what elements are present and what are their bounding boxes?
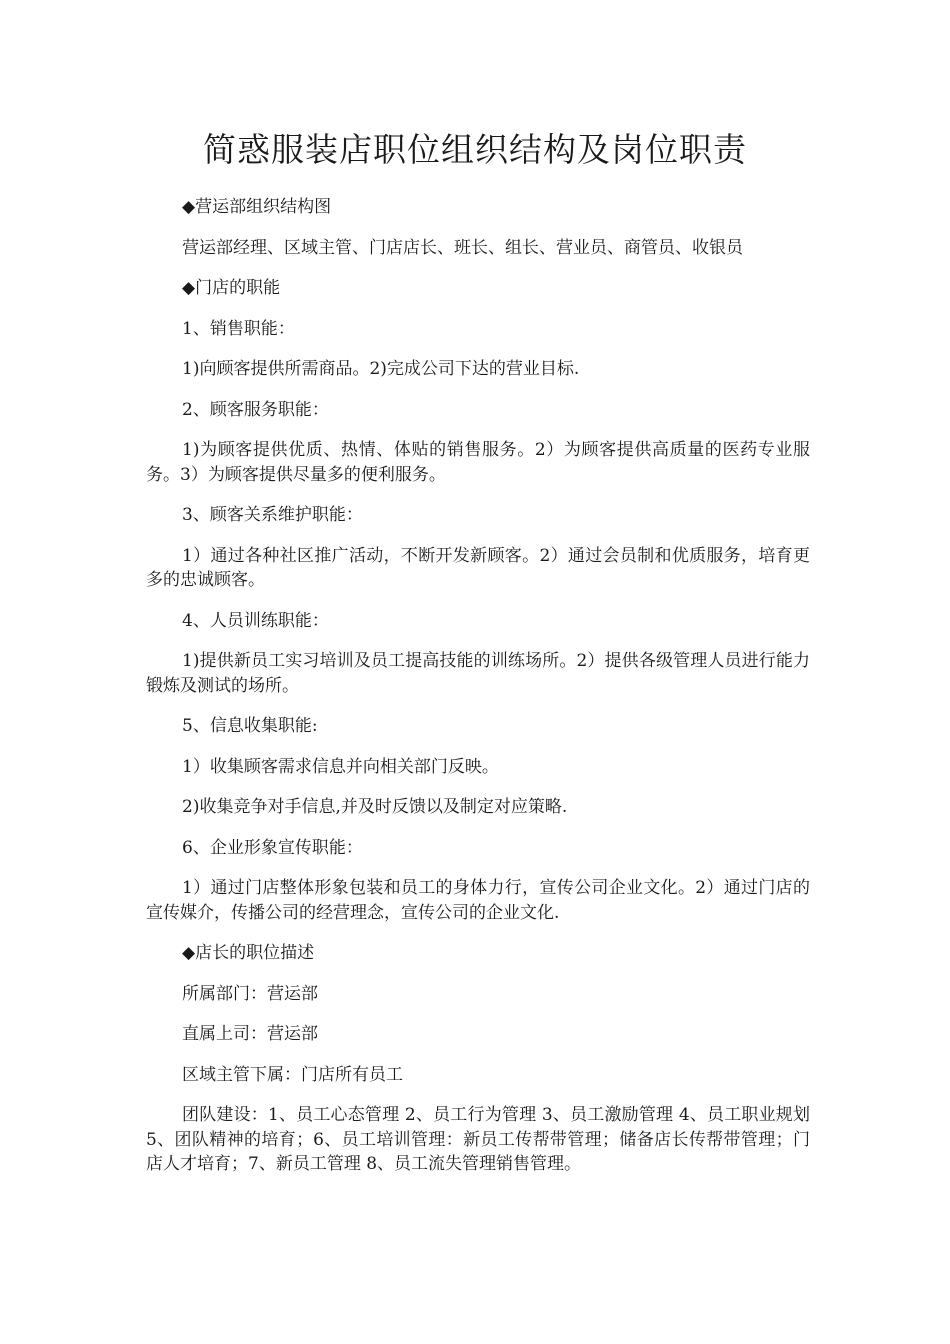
manager-supervisor: 直属上司：营运部 [182, 1024, 318, 1044]
function-training-heading: 4、人员训练职能： [182, 610, 329, 631]
section-heading-org-chart: ◆营运部组织结构图 [182, 197, 332, 217]
function-relations-heading: 3、顾客关系维护职能： [182, 505, 363, 525]
function-image-heading: 6、企业形象宣传职能： [182, 837, 363, 858]
manager-department: 所属部门：营运部 [182, 983, 318, 1004]
function-info-heading: 5、信息收集职能: [182, 716, 318, 736]
document-title: 简惑服装店职位组织结构及岗位职责 [203, 130, 747, 169]
manager-team-building: 团队建设：1、员工心态管理 2、员工行为管理 3、员工激励管理 4、员工职业规划 5、团队精神的培育；6、员工培训管理：新员工传帮带管理；储备店长传帮带管理；门店人才培育；7、新员工管理 8、员工流失管理销售管理。 [146, 1105, 810, 1174]
manager-subordinates: 区域主管下属：门店所有员工 [182, 1064, 403, 1085]
function-info-text-2: 2)收集竞争对手信息,并及时反馈以及制定对应策略. [182, 797, 568, 817]
function-info-text-1: 1）收集顾客需求信息并向相关部门反映。 [182, 756, 499, 777]
paragraph-positions: 营运部经理、区域主管、门店店长、班长、组长、营业员、商管员、收银员 [182, 237, 743, 258]
function-service-text: 1)为顾客提供优质、热情、体贴的销售服务。2）为顾客提供高质量的医药专业服务。3）为顾客提供尽量多的便利服务。 [146, 440, 810, 485]
document-body [146, 195, 810, 1193]
section-heading-store-functions: ◆门店的职能 [182, 278, 281, 298]
function-sales-heading: 1、销售职能： [182, 318, 295, 339]
function-training-text: 1)提供新员工实习培训及员工提高技能的训练场所。2）提供各级管理人员进行能力锻炼及测试的场所。 [146, 651, 810, 696]
function-sales-text: 1)向顾客提供所需商品。2)完成公司下达的营业目标. [182, 359, 580, 379]
function-image-text: 1）通过门店整体形象包装和员工的身体力行，宣传公司企业文化。2）通过门店的宣传媒介，传播公司的经营理念，宣传公司的企业文化. [146, 878, 810, 923]
function-service-heading: 2、顾客服务职能： [182, 399, 329, 420]
section-heading-manager-description: ◆店长的职位描述 [182, 943, 315, 963]
function-relations-text: 1）通过各种社区推广活动，不断开发新顾客。2）通过会员制和优质服务，培育更多的忠诚顾客。 [146, 545, 810, 590]
